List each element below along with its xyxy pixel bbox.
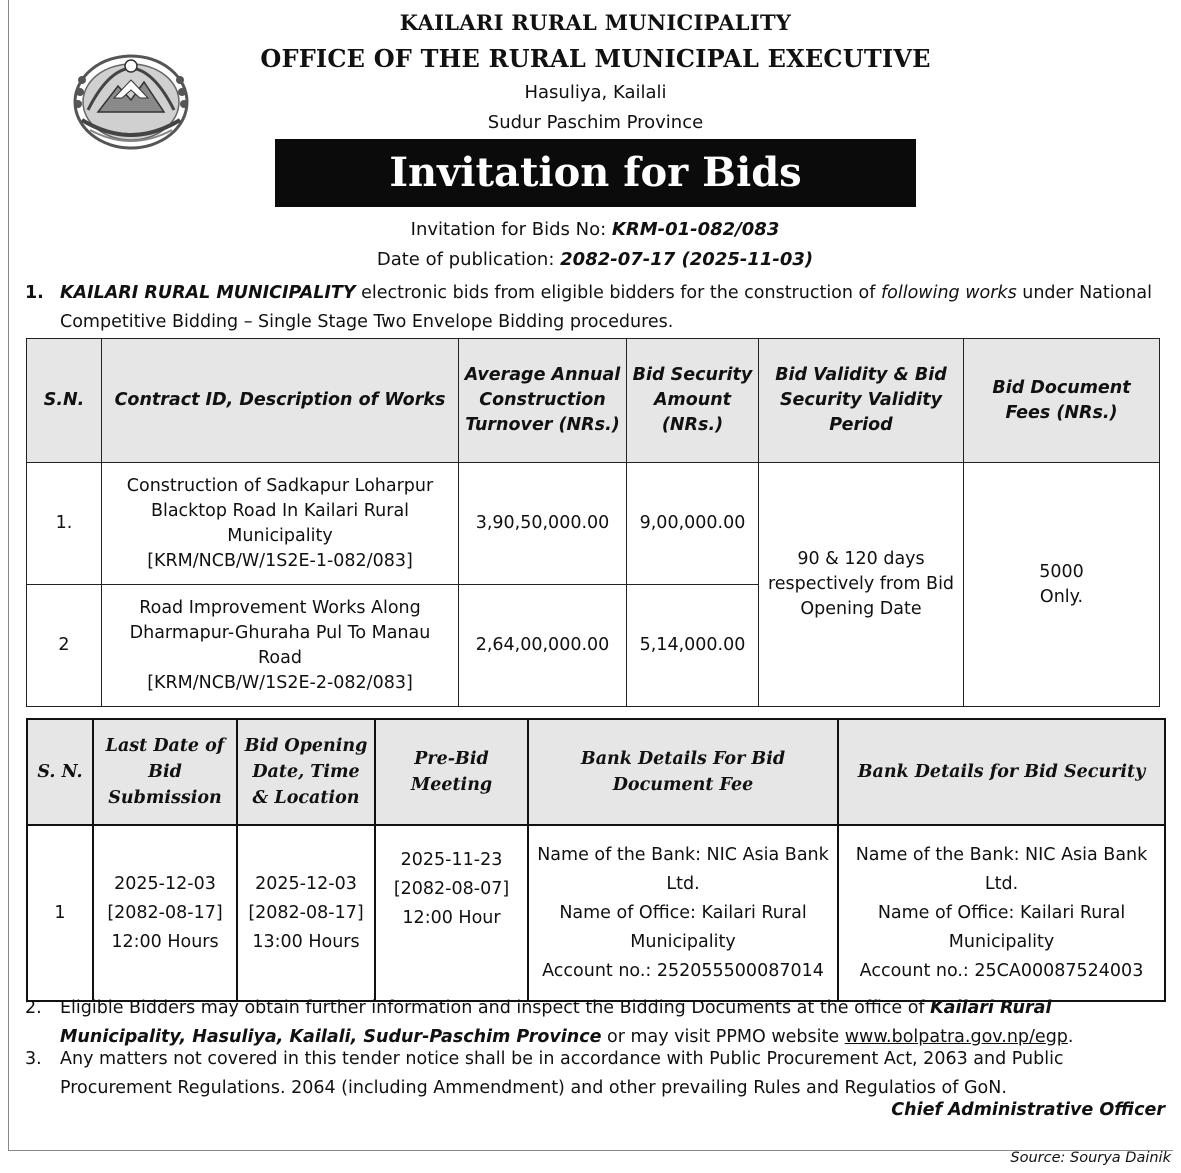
table-row	[27, 825, 1165, 1001]
ppmo-website-link[interactable]: www.bolpatra.gov.np/egp	[844, 1027, 1068, 1047]
cell-turnover: 3,90,50,000.00	[459, 463, 627, 585]
frame-left-border	[8, 0, 9, 1150]
col-bid-opening: Bid Opening Date, Time & Location	[237, 719, 375, 825]
frame-bottom-border	[8, 1150, 1173, 1151]
cell-bid-opening: 2025-12-03 [2082-08-17] 13:00 Hours	[237, 825, 375, 1001]
office-name: OFFICE OF THE RURAL MUNICIPAL EXECUTIVE	[260, 44, 931, 73]
cell-pre-bid: 2025-11-23 [2082-08-07] 12:00 Hour	[375, 825, 528, 1001]
cell-bid-security: 9,00,000.00	[627, 463, 759, 585]
address-line-2: Sudur Paschim Province	[487, 112, 704, 133]
cell-bid-security: 5,14,000.00	[627, 585, 759, 707]
col-fees: Bid Document Fees (NRs.)	[964, 339, 1160, 463]
table-header-row	[27, 719, 1165, 825]
col-sn: S.N.	[27, 339, 102, 463]
schedule-table	[26, 718, 1166, 1002]
col-description: Contract ID, Description of Works	[102, 339, 459, 463]
col-bid-security: Bid Security Amount (NRs.)	[627, 339, 759, 463]
cell-bank-fee: Name of the Bank: NIC Asia Bank Ltd. Name of Office: Kailari Rural Municipality Account no.: 252055500087014	[528, 825, 838, 1001]
cell-turnover: 2,64,00,000.00	[459, 585, 627, 707]
table-row	[27, 463, 1160, 585]
col-last-date: Last Date of Bid Submission	[93, 719, 237, 825]
table-header-row	[27, 339, 1160, 463]
col-bank-security: Bank Details for Bid Security	[838, 719, 1165, 825]
municipality-name: KAILARI RURAL MUNICIPALITY	[399, 10, 792, 35]
cell-description: Road Improvement Works Along Dharmapur-Ghuraha Pul To Manau Road [KRM/NCB/W/1S2E-2-082/083]	[102, 585, 459, 707]
col-bank-fee: Bank Details For Bid Document Fee	[528, 719, 838, 825]
cell-last-date: 2025-12-03 [2082-08-17] 12:00 Hours	[93, 825, 237, 1001]
publication-date: Date of publication: 2082-07-17 (2025-11-03)	[376, 249, 814, 270]
col-turnover: Average Annual Construction Turnover (NRs.)	[459, 339, 627, 463]
col-pre-bid: Pre-Bid Meeting	[375, 719, 528, 825]
col-sn: S. N.	[27, 719, 93, 825]
cell-bank-security: Name of the Bank: NIC Asia Bank Ltd. Name of Office: Kailari Rural Municipality Account no.: 25CA00087524003	[838, 825, 1165, 1001]
paragraph-3: 3. Any matters not covered in this tender notice shall be in accordance with Public Procurement Act, 2063 and Public Procurement Regulations. 2064 (including Ammendment) and other prevailing Rules and Regulatios of GoN.	[25, 1049, 1064, 1098]
cell-sn: 1	[27, 825, 93, 1001]
cell-sn: 2	[27, 585, 102, 707]
address-line-1: Hasuliya, Kailali	[524, 82, 667, 103]
col-validity: Bid Validity & Bid Security Validity Period	[759, 339, 964, 463]
cell-validity: 90 & 120 days respectively from Bid Opening Date	[759, 463, 964, 707]
paragraph-1: 1. KAILARI RURAL MUNICIPALITY electronic bids from eligible bidders for the construction of following works under National Competitive Bidding – Single Stage Two Envelope Bidding procedures.	[25, 283, 1152, 332]
signature: Chief Administrative Officer	[891, 1100, 1165, 1120]
cell-description: Construction of Sadkapur Loharpur Blacktop Road In Kailari Rural Municipality [KRM/NCB/W/1S2E-1-082/083]	[102, 463, 459, 585]
source-credit: Source: Sourya Dainik	[1010, 1150, 1171, 1166]
works-table	[26, 338, 1160, 707]
cell-sn: 1.	[27, 463, 102, 585]
cell-fees: 5000 Only.	[964, 463, 1160, 707]
page-title: Invitation for Bids	[275, 139, 916, 207]
bid-number: Invitation for Bids No: KRM-01-082/083	[410, 219, 780, 240]
paragraph-2: 2. Eligible Bidders may obtain further information and inspect the Bidding Documents at the office of Kailari Rural Municipality, Hasuliya, Kailali, Sudur-Paschim Province or may visit PPMO website www.bolpatra.gov.np/egp.	[25, 998, 1074, 1047]
